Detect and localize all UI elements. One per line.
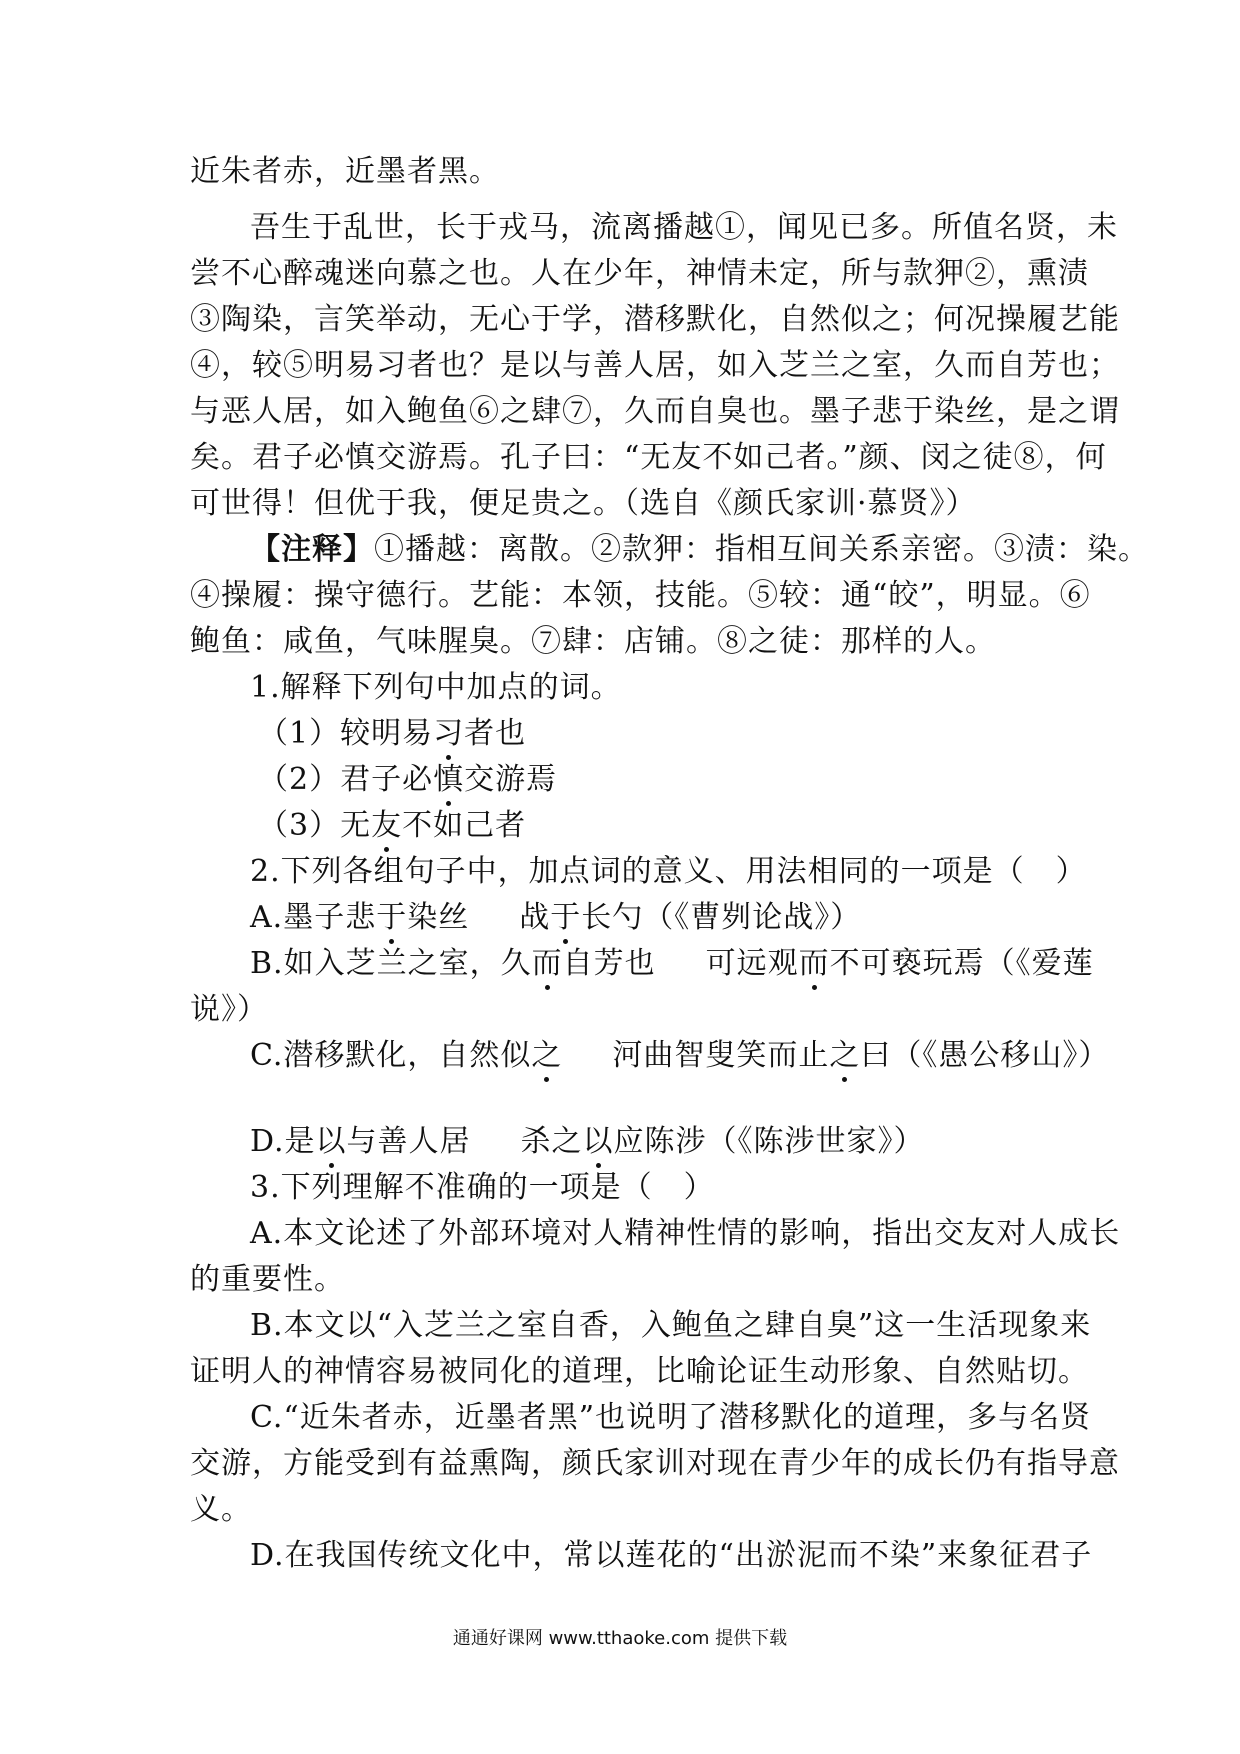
option-text: A.墨子悲 (250, 900, 377, 935)
passage-line-5: ④，较⑤明易习者也？是以与善人居，如入芝兰之室，久而自芳也； (190, 348, 1120, 383)
question-3-option-b-line-2: 证明人的神情容易被同化的道理，比喻论证生动形象、自然贴切。 (190, 1354, 1089, 1389)
question-1-item-2 (258, 760, 557, 800)
notes-text-1: ①播越：离散。②款狎：指相互间关系亲密。③渍：染。 (374, 532, 1149, 567)
passage-line-7: 矣。君子必慎交游焉。孔子曰：“无友不如己者。”颜、闵之徒⑧，何 (190, 440, 1107, 475)
question-3-option-c-line-1: C.“近朱者赤，近墨者黑”也说明了潜移默化的道理，多与名贤 (250, 1400, 1092, 1435)
dotted-word: 以 (316, 1122, 347, 1162)
item-text: 无 (340, 808, 372, 843)
question-3-option-d-line-1: D.在我国传统文化中，常以莲花的“出淤泥而不染”来象征君子 (250, 1538, 1093, 1573)
item-number: （2） (258, 762, 341, 797)
option-text: B.如入芝兰之室，久 (250, 946, 532, 981)
item-text: 不如己者 (402, 808, 527, 843)
item-text: 交游焉 (464, 762, 558, 797)
option-text: D.是 (250, 1124, 316, 1159)
dotted-word: 慎 (433, 760, 464, 800)
passage-line-8: 可世得！但优于我，便足贵之。（选自《颜氏家训·慕贤》） (190, 486, 977, 521)
notes-line-3: 鲍鱼：咸鱼，气味腥臭。⑦肆：店铺。⑧之徒：那样的人。 (190, 624, 996, 659)
option-text: 自芳也 (562, 946, 656, 981)
option-text: 长勺（《曹刿论战》） (581, 900, 862, 935)
question-3-option-b-line-1: B.本文以“入芝兰之室自香，入鲍鱼之肆自臭”这一生活现象来 (250, 1308, 1092, 1343)
dotted-word: 习 (433, 714, 464, 754)
option-text: 杀之 (520, 1124, 583, 1159)
notes-line-1 (250, 530, 1149, 570)
question-2-option-b-continued: 说》） (190, 992, 268, 1027)
item-text: 君子必 (340, 762, 434, 797)
question-3-option-c-line-2: 交游，方能受到有益熏陶，颜氏家训对现在青少年的成长仍有指导意 (190, 1446, 1120, 1481)
item-number: （1） (258, 716, 341, 751)
page-footer: 通通好课网 www.tthaoke.com 提供下载 (452, 1628, 788, 1649)
notes-line-2: ④操履：操守德行。艺能：本领，技能。⑤较：通“皎”，明显。⑥ (190, 578, 1091, 613)
question-2-option-a (250, 898, 861, 938)
option-text: 应陈涉（《陈涉世家》） (613, 1124, 925, 1159)
passage-line-3: 尝不心醉魂迷向慕之也。人在少年，神情未定，所与款狎②，熏渍 (190, 256, 1089, 291)
option-text: 不可亵玩焉（《爱莲 (829, 946, 1094, 981)
question-1-item-3 (258, 806, 526, 846)
dotted-word: 于 (550, 898, 581, 938)
question-2-stem: 2.下列各组句子中，加点词的意义、用法相同的一项是（ ） (250, 854, 1087, 889)
question-3-option-a-line-2: 的重要性。 (190, 1262, 345, 1297)
dotted-word: 于 (376, 898, 407, 938)
option-text: 战 (519, 900, 551, 935)
question-1-stem: 1.解释下列句中加点的词。 (250, 670, 622, 705)
item-text: 较明易 (340, 716, 434, 751)
passage-line-6: 与恶人居，如入鲍鱼⑥之肆⑦，久而自臭也。墨子悲于染丝，是之谓 (190, 394, 1120, 429)
item-number: （3） (258, 808, 341, 843)
passage-line-4: ③陶染，言笑举动，无心于学，潜移默化，自然似之；何况操履艺能 (190, 302, 1120, 337)
option-text: 河曲智叟笑而止 (612, 1038, 830, 1073)
option-text: C.潜移默化，自然似 (250, 1038, 532, 1073)
question-2-option-b (250, 944, 1094, 984)
question-1-item-1 (258, 714, 526, 754)
dotted-word: 而 (799, 944, 830, 984)
passage-line-2: 吾生于乱世，长于戎马，流离播越①，闻见已多。所值名贤，未 (250, 210, 1118, 245)
option-text: 可远观 (705, 946, 799, 981)
dotted-word: 之 (531, 1036, 562, 1076)
option-text: 曰（《愚公移山》） (860, 1038, 1110, 1073)
dotted-word: 友 (371, 806, 402, 846)
dotted-word: 以 (583, 1122, 614, 1162)
dotted-word: 之 (829, 1036, 860, 1076)
question-2-option-d (250, 1122, 925, 1162)
option-text: 染丝 (407, 900, 470, 935)
question-2-option-c (250, 1036, 1109, 1076)
question-3-option-c-line-3: 义。 (190, 1492, 252, 1527)
item-text: 者也 (464, 716, 527, 751)
passage-line-1: 近朱者赤，近墨者黑。 (190, 154, 500, 189)
notes-label: 【注释】 (250, 532, 374, 567)
option-text: 与善人居 (346, 1124, 471, 1159)
question-3-option-a-line-1: A.本文论述了外部环境对人精神性情的影响，指出交友对人成长 (250, 1216, 1121, 1251)
question-3-stem: 3.下列理解不准确的一项是（ ） (250, 1170, 715, 1205)
dotted-word: 而 (532, 944, 563, 984)
